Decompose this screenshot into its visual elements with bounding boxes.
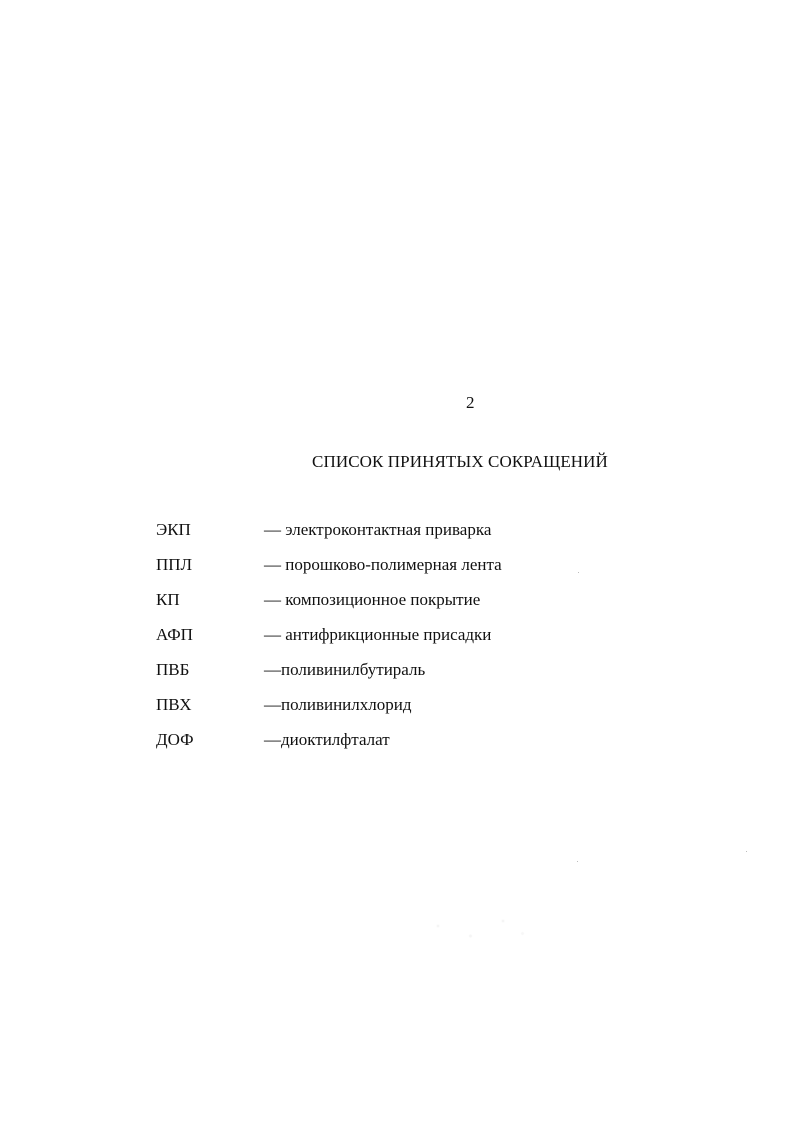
abbreviation-term: ПВХ [156,695,192,714]
abbreviation-definition: — порошково-полимерная лента [264,555,502,574]
abbreviation-definition: — электроконтактная приварка [264,520,492,539]
scan-smudge [412,906,542,956]
abbreviation-definition: —поливинилбутираль [264,660,426,679]
abbreviation-term: ДОФ [156,730,194,749]
abbreviation-definition: — антифрикционные присадки [264,625,492,644]
abbreviation-term: АФП [156,625,193,644]
abbreviation-term: ЭКП [156,520,191,539]
abbreviation-definition: —диоктилфталат [264,730,390,749]
page-title: СПИСОК ПРИНЯТЫХ СОКРАЩЕНИЙ [312,452,608,471]
abbreviation-term: ПВБ [156,660,190,679]
scan-speck [577,861,578,862]
page-number: 2 [466,393,475,412]
abbreviation-term: ППЛ [156,555,193,574]
abbreviation-definition: —поливинилхлорид [264,695,412,714]
abbreviation-definition: — композиционное покрытие [264,590,481,609]
scan-speck [746,851,747,852]
abbreviation-term: КП [156,590,180,609]
scan-speck [578,572,579,573]
